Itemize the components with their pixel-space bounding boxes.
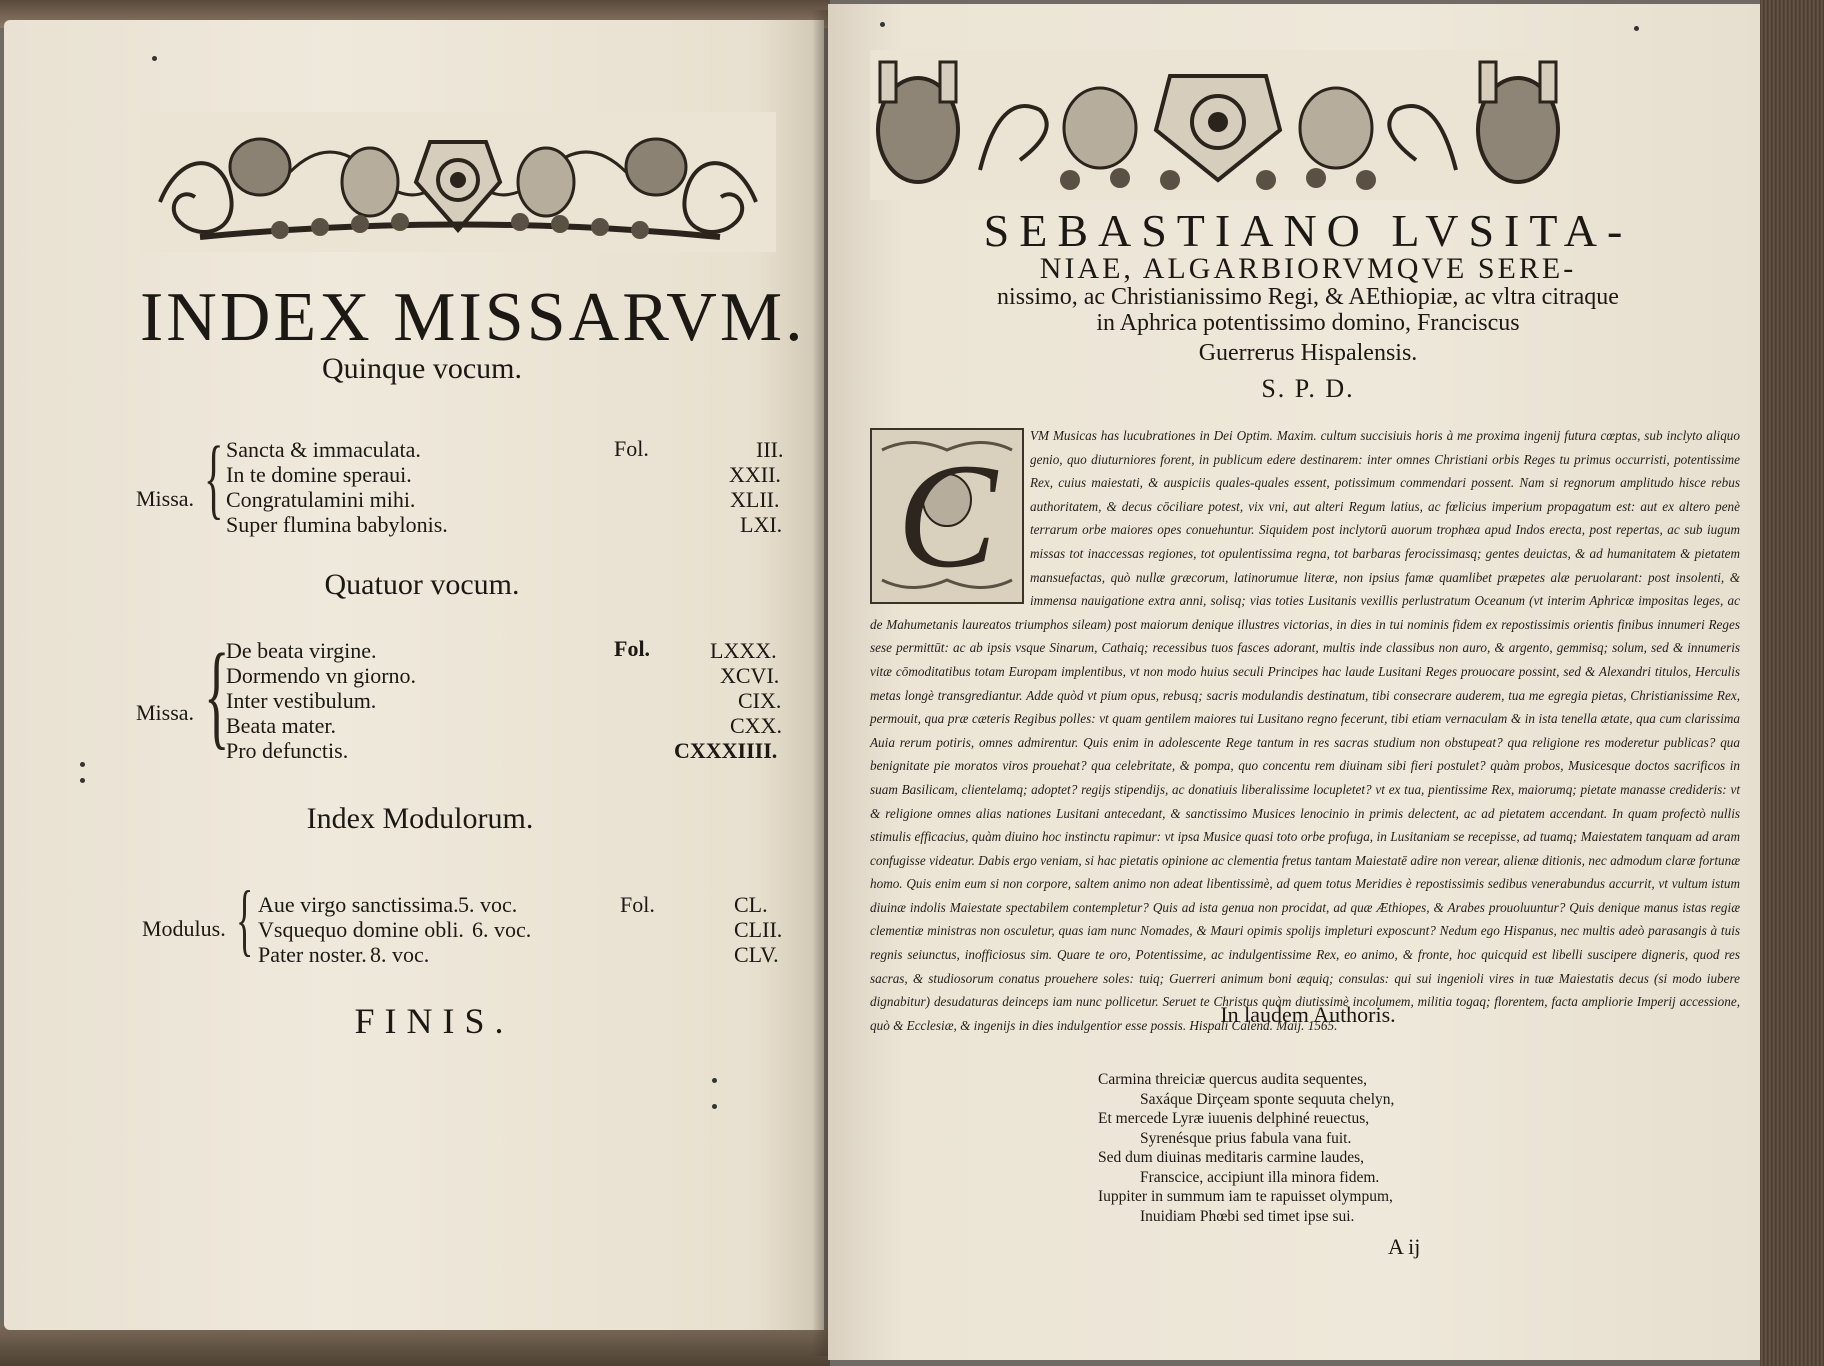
group-label-modulus: Modulus. [142,916,226,941]
signature-mark: A ij [1388,1234,1421,1259]
mass-folio: XLII. [730,487,780,512]
mass-title: De beata virgine. [226,638,377,663]
mass-folio: XCVI. [720,663,780,688]
mass-row [226,512,786,537]
letter-text: VM Musicas has lucubrationes in Dei Optim. Maxim. cultum succisiuis horis à me proxima ingenij futura cœptas, sub inclyto aliquo genio, quo diuturniores forent, in publicum edere destinarem: inter omnes Christiani orbis Reges tu primus occurristi, potentissime Rex, cuius maiestati, & auspiciis quales-quales essent, potissimum commendari possent. Nam si regnorum amplitudo hisce rebus authoritatem, & decus cōciliare potest, vix vni, aut alteri Regum latius, ac fœlicius imperium propagatum est: aut ex altero penè terrarum orbe maiores opes conuehuntur. Siquidem post inclytorū auorum trophæa apud Indos erecta, post repertas, ac sub iugum missas tot inaccessas regiones, tot opulentissima regna, tot barbaras ferocissimasq; gentes deuictas, & ad humanitatem & pietatem mansuefactas, quò nullæ græcorum, latinorumue literæ, non ipsius famæ quamlibet præpetes alæ peruolarant: post insolenti, & immensa nauigatione extra anni, solisq; vias toties Lusitanis vexillis perlustratum Oceanum (vt interim Aphricæ impositas leges, ac de Mahumetanis laureatos triumphos sileam) post maiorum denique illustres victorias, in dies in tui nominis fidem ex repostissimis orientis finibus innumeri Reges sese permittūt: ac ab ipsis vsque Sinarum, Cathaiq; recessibus tuos fasces adorant, multis inde classibus non auro, & argento, gemmisq; solum, sed & innumeris vitæ cōmoditatibus totam Europam implentibus, vt non modo huius seculi Principes hac laude Lusitani Reges prouocare possint, sed & Alexandri titulos, Herculis metas longè transgrediantur. Adde quòd vt pium opus, rebusq; sacris modulandis destinatum, tibi consecrare auderem, tua me egregia pietas, Christianissime Rex, permouit, qua præ cæteris Regibus polles: vt quam gentilem maiores tui Lusitano regno fecerunt, tibi etiam vernaculam & in ista tenella ætate, qua cum clarissima Auia rerum potiris, omnes admirentur. Quis enim in adolescente Rege tantum in res sacras studium non obstupeat? qua religione res moderetur publicas? qua benignitate pie moratos viros prouehat? qua celebritate, & pompa, quo concentu rem diuinam sibi fieri postulet? quàm probos, Musicesque doctos sacrificos in suam Basilicam, clientelamq; adoptet? regijs stipendijs, ac donatiuis liberalissime locupletet? vt ex tua, pientissime Rex, maiorumq; pietate manasse credideris: vt & religione omnes alias nationes Lusitani antecedant, & sanctissimo Musices lenocinio in primis delectent, ac ad pietatem accendant. In quam profectò nullis stimulis efficacius, quàm diuino hoc instinctu rapimur: vt ipsa Musice quasi toto orbe profuga, in Lusitaniam se recepisse, ad tuamq; Maiestatem tanquam ad aram confugisse videatur. Dabis ergo veniam, si hac pietatis opinione ac clementia fretus tantam Maiestatē adire non verear, alienæ ditionis, nec admodum claræ fortunæ homo. Quis enim eum si non corpore, saltem animo non adeat libentissimè, ad quem totus Meridies è repostissimis sedibus venerabundus accurrit, vt vultum istum diuinæ indolis Maiestate spectabilem contempletur? Quis ad ista genua non procidat, ad quæ Æthiopes, & Arabes prouoluuntur? Quis denique manus istas regiæ clementiæ ministras non osculetur, quas iam nunc Nomades, & Mauri opimis spolijs impleturi exposcunt? Nedum ego Hispanus, nec multis adeò parasangis à tuis regnis seiunctus, inofficiosus sim. Quare te oro, Potentissime, ac indulgentissime Rex, eo animo, & fronte, hoc quicquid est libelli suscipere digneris, quod res sacras, & studiosorum conatus prouehere soles: tuiq; Guerreri animum boni æquiq; consulas: qui sui ingenioli vires in tuæ Maiestatis decus (si modo iubere dignabitur) desudaturas deinceps iam nunc pollicetur. Seruet te Christus quàm diutissimè incolumem, militia togaq; florentem, facta ampliorie Imperij accessione, quò & Ecclesiæ, & ingenijs in dies indulgentior esse possis. Hispali Calend. Maij. 1565. [870,428,1740,1033]
mass-row [226,713,786,738]
module-title: Aue virgo sanctissima. [258,892,459,917]
module-voices: 8. voc. [370,942,430,967]
initial-letter: C [896,433,998,599]
poem-block [1098,1070,1518,1226]
mass-folio: CXXXIIII. [674,738,778,763]
poem-line: Et mercede Lyræ iuuenis delphiné reuectus, [1098,1110,1370,1127]
mass-folio: III. [756,437,784,462]
mass-row [226,663,786,688]
mass-folio: CIX. [738,688,782,713]
dedication-line-1: SEBASTIANO LVSITA- [983,205,1633,256]
module-row [258,942,788,967]
ink-dot [152,56,157,61]
mass-row [226,738,786,763]
group-label-missa-1: Missa. [136,486,195,511]
module-row [258,892,788,917]
initial-spacer [870,424,1030,604]
poem-line: Sed dum diuinas meditaris carmine laudes, [1098,1149,1365,1166]
module-folio: CL. [734,892,768,917]
left-page [4,20,824,1330]
poem-line: Syrenésque prius fabula vana fuit. [1140,1129,1352,1147]
mass-row [226,462,786,487]
section-heading-quinque: Quinque vocum. [322,352,522,385]
book-bottom-edge [0,1324,830,1366]
finis-text: FINIS. [354,1001,514,1041]
module-voices: 5. voc. [458,892,518,917]
mass-row [226,638,786,663]
right-page [828,4,1780,1360]
module-voices: 6. voc. [472,917,532,942]
section-heading-modulorum: Index Modulorum. [306,802,534,835]
section-heading-quatuor: Quatuor vocum. [324,568,520,601]
module-title: Pater noster. [258,942,367,967]
mass-title: In te domine speraui. [226,462,412,487]
module-title: Vsquequo domine obli. [258,917,464,942]
mass-title: Dormendo vn giorno. [226,663,417,688]
dedication-line-2: NIAE, ALGARBIORVMQVE SERE- [1039,252,1577,285]
mass-row [226,437,786,462]
group-label-missa-2: Missa. [136,700,195,725]
dedication-letter-body [870,424,1740,1037]
mass-folio: CXX. [730,713,782,738]
module-row [258,917,788,942]
fol-label-1: Fol. [614,436,649,461]
mass-title: Congratulamini mihi. [226,487,416,512]
mass-folio: LXI. [740,512,783,537]
mass-folio: LXXX. [710,638,777,663]
brace-3: { [236,876,254,964]
poem-line: Franscice, accipiunt illa minora fidem. [1140,1168,1380,1186]
mass-title: Sancta & immaculata. [226,437,421,462]
poem-line: Carmina threiciæ quercus audita sequentes, [1098,1071,1368,1088]
dedication-line-5: Guerrerus Hispalensis. [1198,340,1418,366]
mass-title: Inter vestibulum. [226,688,377,713]
laudem-heading: In laudem Authoris. [1220,1002,1396,1027]
dedication-line-3: nissimo, ac Christianissimo Regi, & AEthiopiæ, ac vltra citraque [997,284,1619,310]
mass-row [226,688,786,713]
ornamental-headpiece-right [870,50,1566,200]
book-page-edges [1760,0,1824,1366]
mass-title: Super flumina babylonis. [226,512,448,537]
fol-label-2: Fol. [614,636,651,661]
fol-label-3: Fol. [620,892,655,917]
index-title: INDEX MISSARVM. [140,279,806,356]
brace-2: { [204,629,230,760]
dedication-line-6: S. P. D. [1261,374,1355,403]
ink-dot [712,1104,717,1109]
module-folio: CLV. [734,942,779,967]
ink-dot [712,1078,717,1083]
brace-1: { [204,429,224,528]
poem-line: Iuppiter in summum iam te rapuisset olympum, [1098,1188,1393,1205]
poem-line: Saxáque Dirçeam sponte sequuta chelyn, [1140,1090,1395,1108]
module-folio: CLII. [734,917,783,942]
poem-line: Inuidiam Phœbi sed timet ipse sui. [1140,1207,1355,1225]
ink-dot [880,22,885,27]
ink-dot [80,778,85,783]
mass-title: Beata mater. [226,713,336,738]
mass-folio: XXII. [729,462,781,487]
ink-dot [80,762,85,767]
mass-row [226,487,786,512]
mass-title: Pro defunctis. [226,738,349,763]
ink-dot [1634,26,1639,31]
ornamental-headpiece-left [140,112,776,252]
dedication-line-4: in Aphrica potentissimo domino, Franciscus [1096,310,1520,336]
